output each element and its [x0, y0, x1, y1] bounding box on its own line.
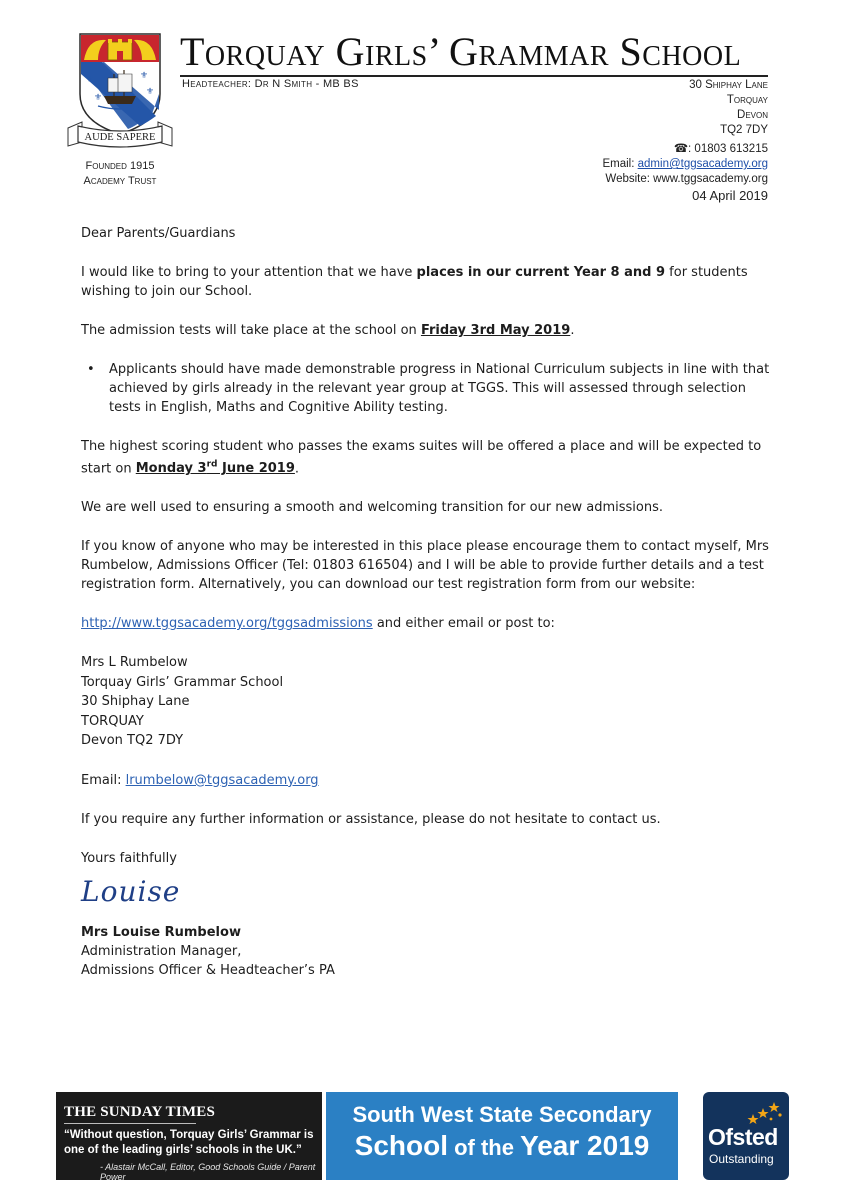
email-label: Email: [602, 158, 638, 170]
bullet-icon: • [87, 362, 95, 377]
paragraph-test-date [81, 321, 781, 340]
handwritten-signature: Louise [81, 874, 181, 908]
closing: Yours faithfully [81, 850, 177, 866]
academy-trust: Academy Trust [83, 175, 157, 187]
paragraph-contact: If you know of anyone who may be interested in this place please encourage them to contact myself, Mrs Rumbelow, Admissions Officer (Tel: 01803 616504) and I will be able to provide further details and a test registration form. Alternatively, you can download our test registration form from our website: [81, 539, 769, 593]
bullet-text: Applicants should have made demonstrable progress in National Curriculum subjects in line with that achieved by girls already in the relevant year group at TGGS. This will assessed through selection tests in English, Maths and Cognitive Ability testing. [109, 362, 770, 415]
start-date-day: Monday 3 [135, 461, 207, 477]
postal-address [81, 653, 781, 751]
phone-icon: ☎ [673, 143, 689, 155]
award-year: Year 2019 [520, 1130, 650, 1161]
svg-text:⚜: ⚜ [146, 87, 155, 97]
founded-year: Founded 1915 [85, 160, 155, 172]
school-of-year-banner [326, 1092, 678, 1180]
signatory-name: Mrs Louise Rumbelow [81, 924, 241, 940]
svg-text:⚜: ⚜ [140, 71, 149, 81]
quote-attribution: - Alastair McCall, Editor, Good Schools Guide / Parent Power [100, 1162, 316, 1182]
start-date-month: June 2019 [217, 461, 295, 477]
p3-text-end: . [294, 461, 300, 477]
ofsted-badge [703, 1092, 789, 1180]
address-line: TORQUAY [81, 713, 144, 729]
masthead-divider [64, 1123, 196, 1124]
ofsted-grade: Outstanding [709, 1152, 774, 1166]
phone-line [602, 142, 768, 157]
award-line-2 [326, 1130, 678, 1162]
address-postcode: TQ2 7DY [720, 124, 768, 136]
founded-block [70, 159, 170, 189]
sunday-times-banner [56, 1092, 322, 1180]
school-website: www.tggsacademy.org [653, 173, 768, 185]
award-line-1: South West State Secondary [352, 1102, 652, 1127]
school-email-link[interactable]: admin@tggsacademy.org [637, 158, 768, 170]
p1-text-end: for students wishing to join our School. [81, 265, 748, 299]
address-line: Devon TQ2 7DY [81, 733, 184, 749]
test-date-highlight: Friday 3rd May 2019 [420, 323, 571, 338]
svg-text:⚜: ⚜ [86, 75, 95, 85]
paragraph-transition: We are well used to ensuring a smooth and welcoming transition for our new admissions. [81, 500, 664, 516]
award-school: School [354, 1130, 448, 1161]
admissions-link[interactable]: http://www.tggsacademy.org/tggsadmissions [81, 616, 373, 632]
start-date-highlight [136, 461, 295, 476]
paragraph-assistance: If you require any further information or assistance, please do not hesitate to contact us. [81, 811, 661, 827]
p1-text: I would like to bring to your attention that we have [81, 265, 417, 280]
start-date-ordinal: rd [206, 460, 218, 470]
phone-number: : 01803 613215 [688, 143, 768, 155]
school-crest-logo [64, 30, 176, 154]
address-line: Torquay Girls’ Grammar School [81, 674, 284, 690]
bullet-item [81, 360, 781, 417]
letter-body [81, 224, 781, 980]
headteacher-line: Headteacher: Dr N Smith - MB BS [182, 78, 359, 90]
email-label: Email: [81, 772, 126, 788]
sunday-times-masthead: THE SUNDAY TIMES [64, 1104, 216, 1120]
p2-text-end: . [570, 323, 575, 338]
crest-icon [64, 30, 176, 154]
award-of-the: of the [447, 1135, 521, 1160]
school-address-block [602, 78, 768, 187]
paragraph-start-date [81, 437, 781, 478]
svg-text:AUDE SAPERE: AUDE SAPERE [84, 132, 156, 143]
p3-text: The highest scoring student who passes the exams suites will be offered a place and will be expected to start on [81, 439, 762, 477]
sunday-times-quote: “Without question, Torquay Girls’ Grammar is one of the leading girls’ schools in the UK.” [64, 1129, 314, 1156]
places-highlight: places in our current Year 8 and 9 [416, 265, 666, 280]
header-divider [180, 75, 768, 77]
website-label: Website: [605, 173, 654, 185]
paragraph-places [81, 263, 781, 301]
link-suffix: and either email or post to: [372, 616, 555, 632]
signatory-role: Admissions Officer & Headteacher’s PA [81, 962, 335, 978]
salutation: Dear Parents/Guardians [81, 226, 236, 241]
ofsted-stars-icon [747, 1100, 783, 1124]
p2-text: The admission tests will take place at the school on [81, 323, 421, 338]
website-line [602, 172, 768, 187]
address-line: 30 Shiphay Lane [81, 694, 190, 710]
address-line: Mrs L Rumbelow [81, 655, 188, 671]
letter-date: 04 April 2019 [692, 188, 768, 203]
address-county: Devon [737, 109, 768, 121]
ofsted-brand: Ofsted [708, 1124, 778, 1150]
email-line [602, 157, 768, 172]
address-street: 30 Shiphay Lane [689, 79, 768, 91]
svg-text:⚜: ⚜ [94, 93, 103, 103]
signatory-title: Administration Manager, [81, 943, 242, 959]
address-town: Torquay [726, 94, 768, 106]
school-name-heading: Torquay Girls’ Grammar School [180, 29, 742, 74]
contact-email-link[interactable]: lrumbelow@tggsacademy.org [125, 772, 319, 788]
paragraph-email [81, 771, 781, 790]
paragraph-link [81, 614, 781, 633]
